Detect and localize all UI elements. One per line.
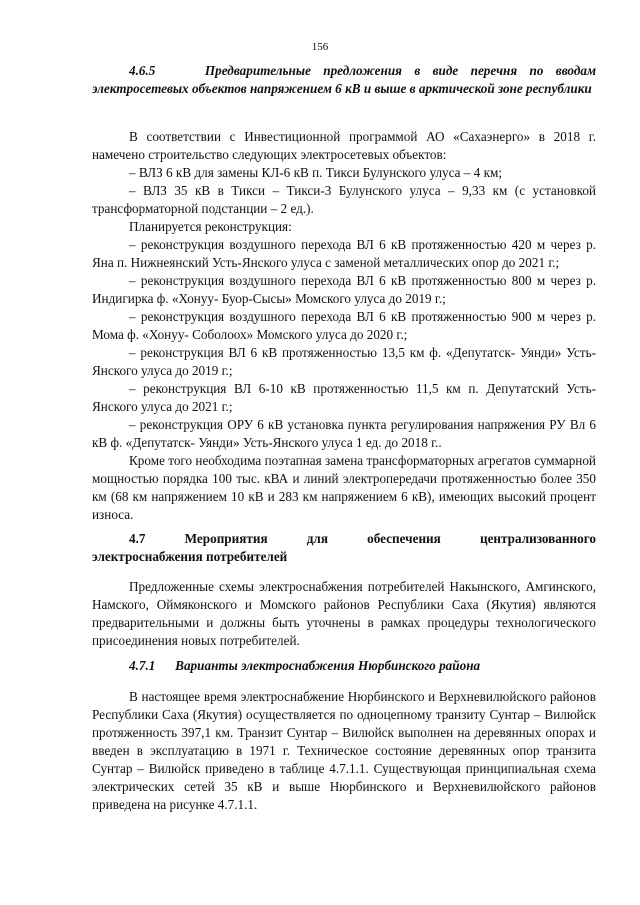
paragraph: Планируется реконструкция: — [129, 219, 292, 234]
section-47-heading — [92, 530, 596, 566]
paragraph: Предложенные схемы электроснабжения потребителей Накынского, Амгинского, Намского, Оймяконского и Момского районов Республики Саха (Якутия) являются предварительными и должны быть уточнены в рамках процедуры технологического присоединения новых потребителей. — [92, 579, 596, 648]
list-item: – ВЛЗ 6 кВ для замены КЛ-6 кВ п. Тикси Булунского улуса – 4 км; — [129, 165, 502, 180]
list-item: – реконструкция ВЛ 6-10 кВ протяженностью 11,5 км п. Депутатский Усть-Янского улуса до 2021 г.; — [92, 381, 596, 414]
section-471-title: Варианты электроснабжения Нюрбинского района — [175, 658, 481, 673]
list-item: – ВЛЗ 35 кВ в Тикси – Тикси-3 Булунского улуса – 9,33 км (с установкой трансформаторной подстанции – 2 ед.). — [92, 183, 596, 216]
section-465-body — [92, 128, 596, 524]
section-471-body — [92, 688, 596, 814]
page-number: 156 — [311, 41, 329, 53]
section-465-heading — [92, 62, 596, 98]
list-item: – реконструкция ОРУ 6 кВ установка пункта регулирования напряжения РУ Вл 6 кВ ф. «Депутатск- Уянди» Усть-Янского улуса 1 ед. до 2018 г.. — [92, 417, 596, 450]
heading-word: Мероприятия — [184, 531, 268, 546]
section-471-number: 4.7.1 — [129, 658, 156, 673]
section-465-number: 4.6.5 — [129, 63, 156, 78]
section-47-body — [92, 578, 596, 650]
paragraph: В соответствии с Инвестиционной программой АО «Сахаэнерго» в 2018 г. намечено строительство следующих электросетевых объектов: — [92, 129, 596, 162]
heading-word: централизованного — [479, 531, 596, 546]
section-471-heading — [92, 657, 596, 675]
section-47-number: 4.7 — [129, 531, 146, 546]
section-465-title: Предварительные предложения в виде перечня по вводам электросетевых объектов напряжением 6 кВ и выше в арктической зоне республики — [92, 63, 597, 96]
paragraph: В настоящее время электроснабжение Нюрбинского и Верхневилюйского районов Республики Саха (Якутия) осуществляется по одноцепному транзиту Сунтар – Вилюйск протяженность 397,1 км. Транзит Сунтар – Вилюйск выполнен на деревянных опорах и введен в эксплуатацию в 1971 г. Техническое состояние деревянных опор транзита Сунтар – Вилюйск приведено в таблице 4.7.1.1. Существующая принципиальная схема электрических сетей 35 кВ и выше Нюрбинского и Верхневилюйского районов приведена на рисунке 4.7.1.1. — [92, 689, 596, 812]
list-item: – реконструкция воздушного перехода ВЛ 6 кВ протяженностью 420 м через р. Яна п. Нижнеянский Усть-Янского улуса с заменой металлических опор до 2021 г.; — [92, 237, 596, 270]
heading-word: обеспечения — [367, 531, 441, 546]
list-item: – реконструкция воздушного перехода ВЛ 6 кВ протяженностью 800 м через р. Индигирка ф. «Хонуу- Буор-Сысы» Момского улуса до 2019 г.; — [92, 273, 596, 306]
section-47-heading-line1 — [92, 530, 596, 548]
section-47-heading-line2: электроснабжения потребителей — [92, 549, 288, 564]
heading-word: для — [306, 531, 328, 546]
list-item: – реконструкция воздушного перехода ВЛ 6 кВ протяженностью 900 м через р. Мома ф. «Хонуу- Соболоох» Момского улуса до 2020 г.; — [92, 309, 596, 342]
paragraph: Кроме того необходима поэтапная замена трансформаторных агрегатов суммарной мощностью порядка 100 тыс. кВА и линий электропередачи протяженностью более 350 км (68 км напряжением 10 кВ и 283 км напряжением 6 кВ), имеющих высокий процент износа. — [92, 453, 596, 522]
list-item: – реконструкция ВЛ 6 кВ протяженностью 13,5 км ф. «Депутатск- Уянди» Усть-Янского улуса до 2019 г.; — [92, 345, 596, 378]
